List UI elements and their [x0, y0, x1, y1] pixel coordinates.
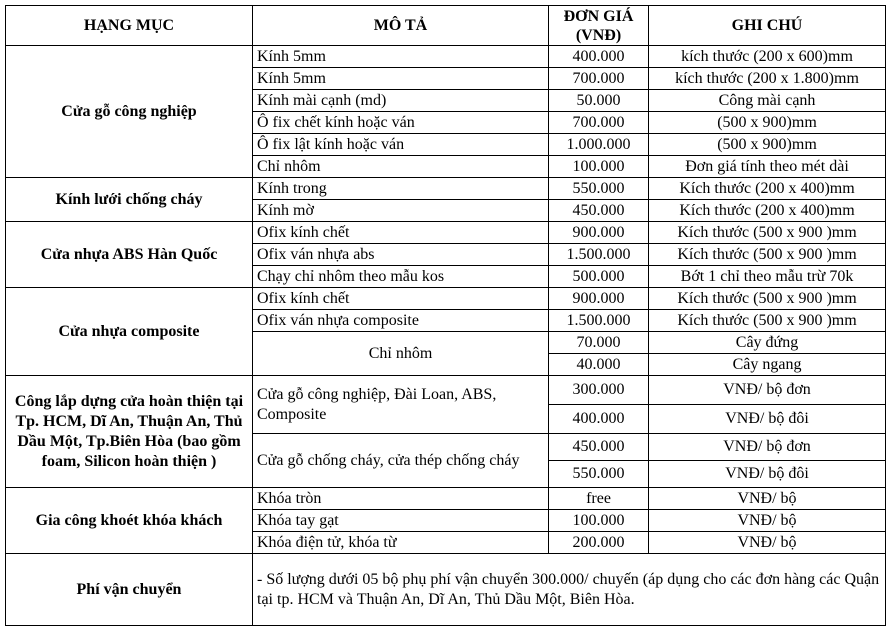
note-cell: (500 x 900)mm — [649, 134, 886, 156]
category-cell: Cửa gỗ công nghiệp — [6, 46, 253, 178]
desc-cell: Ofix ván nhựa composite — [253, 310, 549, 332]
note-cell: Kích thước (200 x 400)mm — [649, 178, 886, 200]
header-price: ĐƠN GIÁ (VNĐ) — [549, 6, 649, 46]
price-cell: 900.000 — [549, 222, 649, 244]
note-cell: Công mài cạnh — [649, 90, 886, 112]
desc-cell: Kính 5mm — [253, 46, 549, 68]
header-row — [6, 6, 886, 46]
note-cell: VNĐ/ bộ đôi — [649, 461, 886, 488]
desc-cell: Khóa tay gạt — [253, 510, 549, 532]
desc-cell: Kính trong — [253, 178, 549, 200]
price-cell: 500.000 — [549, 266, 649, 288]
price-cell: 70.000 — [549, 332, 649, 354]
table-row — [6, 376, 886, 405]
shipping-note: - Số lượng dưới 05 bộ phụ phí vận chuyển 300.000/ chuyến (áp dụng cho các đơn hàng các Quận tại tp. HCM và Thuận An, Dĩ An, Thủ Dầu Một, Biên Hòa. — [253, 554, 886, 626]
desc-cell: Chỉ nhôm — [253, 156, 549, 178]
desc-cell: Cửa gỗ chống cháy, cửa thép chống cháy — [253, 434, 549, 488]
note-cell: Đơn giá tính theo mét dài — [649, 156, 886, 178]
desc-cell: Kính mờ — [253, 200, 549, 222]
price-cell: 450.000 — [549, 200, 649, 222]
price-cell: 1.500.000 — [549, 310, 649, 332]
price-cell: 550.000 — [549, 461, 649, 488]
price-cell: 700.000 — [549, 68, 649, 90]
category-cell: Phí vận chuyển — [6, 554, 253, 626]
note-cell: VNĐ/ bộ — [649, 532, 886, 554]
note-cell: VNĐ/ bộ — [649, 488, 886, 510]
table-row — [6, 288, 886, 310]
header-description: MÔ TẢ — [253, 6, 549, 46]
note-cell: Cây đứng — [649, 332, 886, 354]
price-cell: 900.000 — [549, 288, 649, 310]
price-table — [5, 5, 886, 626]
category-cell: Cửa nhựa composite — [6, 288, 253, 376]
price-cell: 50.000 — [549, 90, 649, 112]
desc-cell: Ô fix lật kính hoặc ván — [253, 134, 549, 156]
price-cell: free — [549, 488, 649, 510]
desc-cell: Ô fix chết kính hoặc ván — [253, 112, 549, 134]
price-cell: 1.500.000 — [549, 244, 649, 266]
price-cell: 450.000 — [549, 434, 649, 461]
desc-cell: Chỉ nhôm — [253, 332, 549, 376]
header-category: HẠNG MỤC — [6, 6, 253, 46]
table-row — [6, 46, 886, 68]
desc-cell: Ofix kính chết — [253, 222, 549, 244]
category-cell: Công lắp dựng cửa hoàn thiện tại Tp. HCM, Dĩ An, Thuận An, Thủ Dầu Một, Tp.Biên Hòa (bao gồm foam, Silicon hoàn thiện ) — [6, 376, 253, 488]
category-cell: Cửa nhựa ABS Hàn Quốc — [6, 222, 253, 288]
desc-cell: Kính mài cạnh (md) — [253, 90, 549, 112]
desc-cell: Ofix ván nhựa abs — [253, 244, 549, 266]
note-cell: kích thước (200 x 600)mm — [649, 46, 886, 68]
table-row — [6, 178, 886, 200]
desc-cell: Kính 5mm — [253, 68, 549, 90]
note-cell: Cây ngang — [649, 354, 886, 376]
note-cell: Kích thước (500 x 900 )mm — [649, 222, 886, 244]
note-cell: kích thước (200 x 1.800)mm — [649, 68, 886, 90]
note-cell: Kích thước (500 x 900 )mm — [649, 288, 886, 310]
category-cell: Gia công khoét khóa khách — [6, 488, 253, 554]
price-cell: 700.000 — [549, 112, 649, 134]
desc-cell: Cửa gỗ công nghiệp, Đài Loan, ABS, Composite — [253, 376, 549, 434]
note-cell: VNĐ/ bộ đôi — [649, 405, 886, 434]
table-row — [6, 488, 886, 510]
note-cell: (500 x 900)mm — [649, 112, 886, 134]
desc-cell: Khóa tròn — [253, 488, 549, 510]
desc-cell: Khóa điện tử, khóa từ — [253, 532, 549, 554]
note-cell: VNĐ/ bộ đơn — [649, 376, 886, 405]
price-cell: 100.000 — [549, 156, 649, 178]
category-cell: Kính lưới chống cháy — [6, 178, 253, 222]
note-cell: Kích thước (500 x 900 )mm — [649, 310, 886, 332]
note-cell: VNĐ/ bộ đơn — [649, 434, 886, 461]
price-cell: 400.000 — [549, 46, 649, 68]
note-cell: VNĐ/ bộ — [649, 510, 886, 532]
note-cell: Kích thước (500 x 900 )mm — [649, 244, 886, 266]
desc-cell: Chạy chỉ nhôm theo mẫu kos — [253, 266, 549, 288]
table-row — [6, 222, 886, 244]
price-cell: 1.000.000 — [549, 134, 649, 156]
header-note: GHI CHÚ — [649, 6, 886, 46]
table-row — [6, 554, 886, 626]
price-cell: 300.000 — [549, 376, 649, 405]
price-cell: 100.000 — [549, 510, 649, 532]
price-cell: 400.000 — [549, 405, 649, 434]
price-cell: 550.000 — [549, 178, 649, 200]
note-cell: Kích thước (200 x 400)mm — [649, 200, 886, 222]
note-cell: Bớt 1 chỉ theo mẫu trừ 70k — [649, 266, 886, 288]
price-cell: 40.000 — [549, 354, 649, 376]
desc-cell: Ofix kính chết — [253, 288, 549, 310]
price-cell: 200.000 — [549, 532, 649, 554]
